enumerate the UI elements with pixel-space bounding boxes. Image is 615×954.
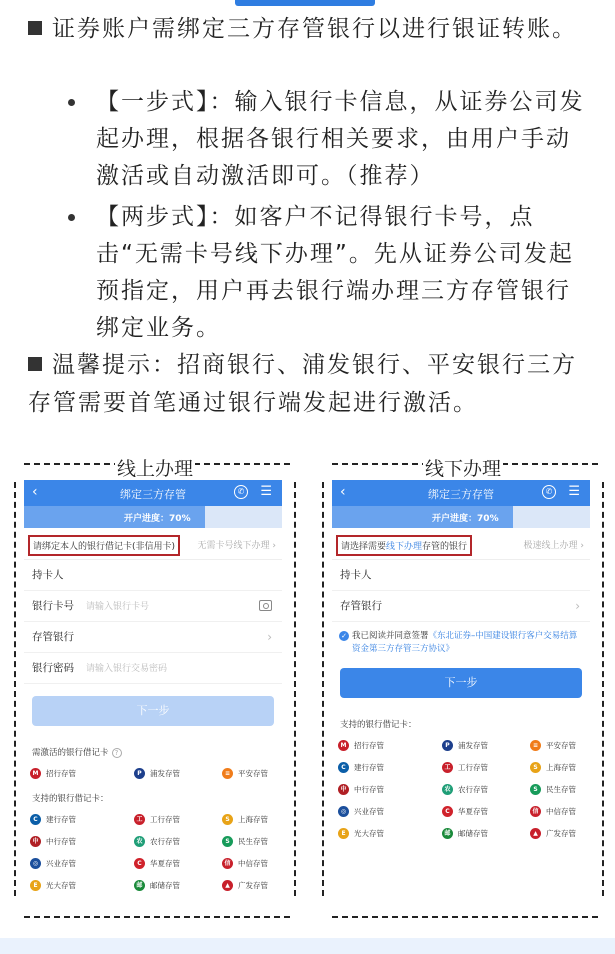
agreement-link[interactable]: 《东北证券–中国建设银行客户交易结算资金第三方存管三方协议》 [352, 631, 578, 654]
bank-logo-icon: P [442, 740, 453, 751]
dashed-border [14, 482, 16, 896]
bank-select-row[interactable] [24, 622, 282, 653]
card-holder-row [332, 560, 590, 591]
progress-text: 开户进度：70% [432, 514, 499, 524]
bank-item [112, 874, 194, 896]
bank-item [502, 756, 584, 778]
bank-label: 上海存管 [546, 762, 576, 772]
support-bank-grid [332, 734, 590, 844]
bank-label: 广发存管 [238, 880, 268, 890]
bank-label: 平安存管 [238, 768, 268, 778]
bank-logo-icon: C [442, 806, 453, 817]
list-item-two-step [62, 199, 590, 347]
help-icon[interactable]: ? [112, 748, 122, 758]
nav-bar [332, 480, 590, 506]
agreement-row[interactable] [332, 622, 590, 656]
tab-select-offline-bank[interactable] [336, 535, 472, 556]
nav-title: 绑定三方存管 [120, 488, 186, 501]
field-label: 持卡人 [32, 569, 64, 581]
card-number-row[interactable] [24, 591, 282, 622]
bank-item [194, 830, 276, 852]
bank-label: 招行存管 [354, 740, 384, 750]
tab-highlight-text: 线下办理 [386, 542, 423, 552]
phone-screenshot [332, 480, 590, 908]
bank-item [112, 762, 194, 784]
bank-item [30, 808, 112, 830]
bank-label: 农行存管 [458, 784, 488, 794]
panel-title [322, 454, 604, 481]
bank-logo-icon: ▲ [222, 880, 233, 891]
bank-label: 招行存管 [46, 768, 76, 778]
panel-title [14, 454, 296, 481]
bank-label: 兴业存管 [354, 806, 384, 816]
tip-paragraph [28, 346, 590, 422]
chevron-right-icon: › [267, 630, 272, 644]
bank-label: 上海存管 [238, 814, 268, 824]
bank-label: 浦发存管 [150, 768, 180, 778]
bank-item [30, 852, 112, 874]
bank-label: 兴业存管 [46, 858, 76, 868]
bank-password-input[interactable]: 请输入银行交易密码 [86, 664, 168, 674]
tab-offline-no-card[interactable]: 无需卡号线下办理 › [197, 541, 276, 551]
bank-logo-icon: M [338, 740, 349, 751]
bank-label: 光大存管 [354, 828, 384, 838]
dashed-border [332, 916, 598, 918]
bank-logo-icon: 邮 [134, 880, 145, 891]
nav-title: 绑定三方存管 [428, 488, 494, 501]
support-section-title: 支持的银行借记卡： [32, 794, 109, 804]
intro-paragraph [28, 10, 590, 48]
checkbox-checked-icon[interactable]: ✓ [339, 631, 349, 641]
bank-logo-icon: ≡ [222, 768, 233, 779]
phone-icon[interactable]: ✆ [234, 485, 248, 499]
tab-text: 存管的银行 [422, 542, 468, 552]
bank-label: 中行存管 [46, 836, 76, 846]
bank-item [30, 830, 112, 852]
method-list [62, 84, 590, 351]
list-item-one-step [62, 84, 590, 195]
camera-icon[interactable] [259, 600, 272, 611]
bank-label: 工行存管 [458, 762, 488, 772]
progress-bar [24, 506, 282, 528]
bank-logo-icon: E [338, 828, 349, 839]
nav-bar [24, 480, 282, 506]
bank-item [502, 822, 584, 844]
bank-logo-icon: 工 [134, 814, 145, 825]
bank-label: 光大存管 [46, 880, 76, 890]
bank-item [420, 778, 502, 800]
agreement-text: 我已阅读并同意签署 [352, 631, 429, 641]
card-holder-row [24, 560, 282, 591]
support-bank-grid [24, 808, 282, 896]
bank-item [194, 762, 276, 784]
tab-fast-online[interactable]: 极速线上办理 › [523, 541, 584, 551]
back-icon[interactable]: ‹ [340, 484, 346, 500]
bank-item [30, 762, 112, 784]
progress-text: 开户进度：70% [124, 514, 191, 524]
tip-text: 温馨提示：招商银行、浦发银行、平安银行三方存管需要首笔通过银行端发起进行激活。 [28, 352, 577, 416]
bank-label: 建行存管 [46, 814, 76, 824]
offline-panel [322, 458, 604, 918]
bank-logo-icon: C [30, 814, 41, 825]
bank-label: 中行存管 [354, 784, 384, 794]
section-title-text: 需激活的银行借记卡 [32, 748, 109, 758]
bank-logo-icon: C [338, 762, 349, 773]
bank-logo-icon: 中 [338, 784, 349, 795]
top-accent-bar [235, 0, 375, 6]
dashed-border [294, 482, 296, 896]
bank-label: 邮储存管 [458, 828, 488, 838]
back-icon[interactable]: ‹ [32, 484, 38, 500]
bank-logo-icon: 信 [530, 806, 541, 817]
bank-logo-icon: ◎ [338, 806, 349, 817]
bank-logo-icon: ▲ [530, 828, 541, 839]
bank-item [112, 808, 194, 830]
bank-item [338, 800, 420, 822]
bank-label: 农行存管 [150, 836, 180, 846]
bank-label: 华夏存管 [150, 858, 180, 868]
bank-logo-icon: C [134, 858, 145, 869]
bank-item [30, 874, 112, 896]
bank-item [112, 852, 194, 874]
bank-item [112, 830, 194, 852]
bank-logo-icon: P [134, 768, 145, 779]
tab-bar [332, 528, 590, 560]
bank-logo-icon: 邮 [442, 828, 453, 839]
bank-item [420, 800, 502, 822]
field-label: 存管银行 [32, 631, 74, 643]
field-label: 持卡人 [340, 569, 372, 581]
bank-logo-icon: 信 [222, 858, 233, 869]
support-section-title: 支持的银行借记卡： [340, 720, 417, 730]
next-button[interactable]: 下一步 [340, 668, 582, 698]
dashed-border [24, 916, 290, 918]
bank-label: 工行存管 [150, 814, 180, 824]
phone-icon[interactable]: ✆ [542, 485, 556, 499]
bank-label: 民生存管 [546, 784, 576, 794]
list-item-text: 【一步式】：输入银行卡信息，从证券公司发起办理，根据各银行相关要求，由用户手动激活或自动激活即可。（推荐） [96, 89, 585, 189]
bullet-dot-icon [68, 99, 75, 106]
bank-logo-icon: M [30, 768, 41, 779]
activate-section-title [24, 738, 282, 762]
progress-bar [332, 506, 590, 528]
bank-item [194, 808, 276, 830]
bank-logo-icon: S [222, 814, 233, 825]
bank-logo-icon: S [530, 784, 541, 795]
next-button[interactable]: 下一步 [32, 696, 274, 726]
square-bullet-icon [28, 357, 42, 371]
bottom-band [0, 938, 615, 954]
bank-item [420, 734, 502, 756]
bank-item [194, 852, 276, 874]
bank-label: 中信存管 [238, 858, 268, 868]
bank-select-row[interactable] [332, 591, 590, 622]
bank-logo-icon: S [530, 762, 541, 773]
panel-title-text: 线上办理 [116, 458, 193, 480]
chevron-right-icon: › [575, 599, 580, 613]
phone-screenshot [24, 480, 282, 908]
bank-item [502, 778, 584, 800]
bank-item [420, 756, 502, 778]
bank-item [502, 800, 584, 822]
bank-label: 中信存管 [546, 806, 576, 816]
menu-icon[interactable]: ☰ [260, 484, 272, 499]
bank-logo-icon: E [30, 880, 41, 891]
field-label: 银行密码 [32, 662, 74, 674]
bank-password-row[interactable] [24, 653, 282, 684]
bank-item [420, 822, 502, 844]
bank-label: 广发存管 [546, 828, 576, 838]
bank-item [194, 874, 276, 896]
bank-item [338, 756, 420, 778]
bank-item [502, 734, 584, 756]
bank-logo-icon: 中 [30, 836, 41, 847]
bank-label: 浦发存管 [458, 740, 488, 750]
list-item-text: 【两步式】：如客户不记得银行卡号，点击“无需卡号线下办理”。先从证券公司发起预指定，用户再去银行端办理三方存管银行绑定业务。 [96, 204, 574, 341]
square-bullet-icon [28, 21, 42, 35]
field-label: 银行卡号 [32, 600, 74, 612]
tab-bar [24, 528, 282, 560]
bank-logo-icon: S [222, 836, 233, 847]
bank-label: 平安存管 [546, 740, 576, 750]
bank-label: 华夏存管 [458, 806, 488, 816]
bank-label: 民生存管 [238, 836, 268, 846]
menu-icon[interactable]: ☰ [568, 484, 580, 499]
bank-label: 邮储存管 [150, 880, 180, 890]
bank-logo-icon: 农 [442, 784, 453, 795]
panel-title-text: 线下办理 [424, 458, 501, 480]
bank-logo-icon: 农 [134, 836, 145, 847]
bank-item [338, 778, 420, 800]
tab-text: 请选择需要 [341, 542, 387, 552]
bank-item [338, 734, 420, 756]
field-label: 存管银行 [340, 600, 382, 612]
bank-logo-icon: 工 [442, 762, 453, 773]
bullet-dot-icon [68, 214, 75, 221]
tab-bind-debit-card[interactable]: 请绑定本人的银行借记卡(非信用卡) [28, 535, 180, 556]
card-number-input[interactable]: 请输入银行卡号 [86, 602, 150, 612]
activate-bank-grid [24, 762, 282, 784]
dashed-border [602, 482, 604, 896]
bank-logo-icon: ◎ [30, 858, 41, 869]
bank-item [338, 822, 420, 844]
intro-text: 证券账户需绑定三方存管银行以进行银证转账。 [52, 16, 577, 42]
dashed-border [322, 482, 324, 896]
bank-logo-icon: ≡ [530, 740, 541, 751]
bank-label: 建行存管 [354, 762, 384, 772]
online-panel [14, 458, 296, 918]
